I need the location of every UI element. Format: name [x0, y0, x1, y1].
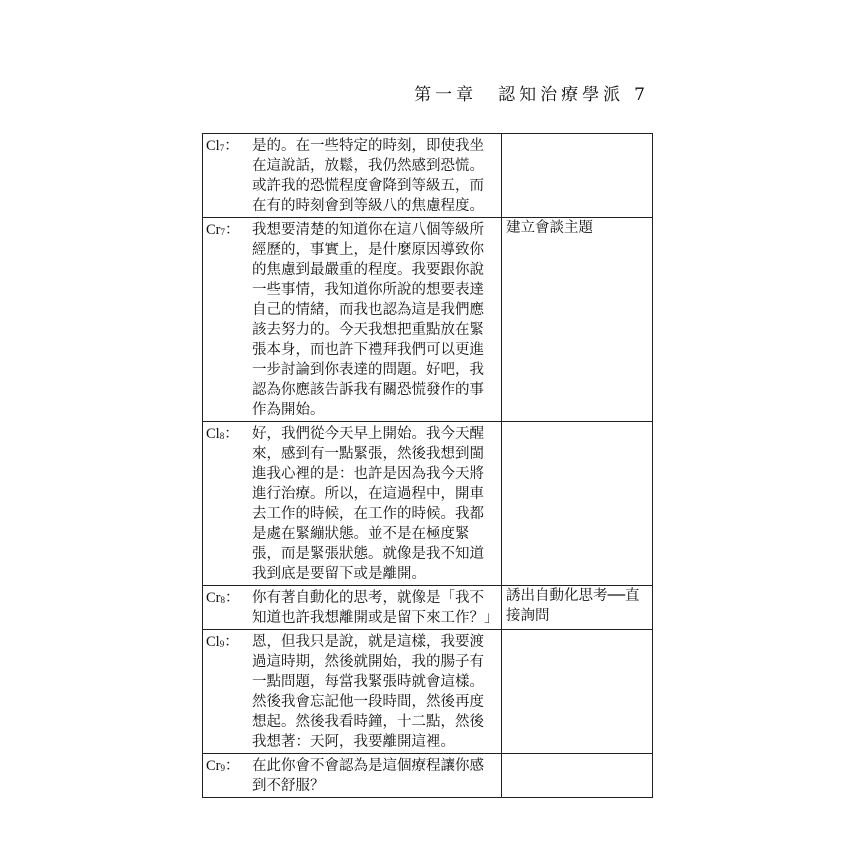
utterance-text: [252, 424, 498, 584]
speaker-label: $Cl_8$：: [206, 426, 239, 442]
dialogue-cell: [203, 218, 502, 422]
utterance-line: 好，我們從今天早上開始。我今天醒: [252, 426, 484, 442]
utterance-line: 作為開始。: [252, 402, 325, 418]
utterance-line: 恩，但我只是說，就是這樣，我要渡: [252, 634, 484, 650]
utterance-line: 過這時期，然後就開始，我的腸子有: [252, 654, 484, 670]
utterance-line: 該去努力的。今天我想把重點放在緊: [252, 322, 484, 338]
utterance-text: [252, 588, 498, 628]
utterance-text: [252, 632, 498, 752]
speaker-label: $Cr_7$：: [206, 222, 240, 238]
speaker-label: $Cr_8$：: [206, 590, 240, 606]
utterance-line: 是處在緊繃狀態。並不是在極度緊: [252, 526, 470, 542]
turn-number: 9: [219, 639, 225, 649]
utterance-line: 一點問題，每當我緊張時就會這樣。: [252, 674, 484, 690]
utterance-line: 進行治療。所以，在這過程中，開車: [252, 486, 484, 502]
utterance-line: 我想要清楚的知道你在這八個等級所: [252, 222, 484, 238]
turn-number: 9: [220, 763, 225, 773]
dialogue-cell: [203, 422, 502, 586]
speaker-code: Cl: [206, 634, 220, 650]
speaker-label: $Cr_9$：: [206, 758, 240, 774]
transcript-row: [203, 754, 653, 798]
utterance-text: [252, 136, 498, 216]
utterance-line: 在這說話，放鬆，我仍然感到恐慌。: [252, 158, 484, 174]
speaker-code: Cl: [206, 426, 220, 442]
turn-number: 7: [219, 143, 225, 153]
utterance-line: 進我心裡的是：也許是因為我今天將: [252, 466, 484, 482]
technique-note: [502, 134, 653, 218]
transcript-table: [202, 133, 653, 798]
utterance-line: 知道也許我想離開或是留下來工作？」: [252, 610, 499, 626]
technique-note: [502, 422, 653, 586]
utterance-line: 我到底是要留下或是離開。: [252, 566, 426, 582]
turn-number: 7: [220, 227, 225, 237]
speaker-code: Cr: [206, 590, 221, 606]
turn-number: 8: [220, 595, 225, 605]
dialogue-cell: [203, 754, 502, 798]
technique-note: [502, 630, 653, 754]
transcript-row: [203, 630, 653, 754]
utterance-line: 在有的時刻會到等級八的焦慮程度。: [252, 198, 484, 214]
utterance-line: 在此你會不會認為是這個療程讓你感: [252, 758, 484, 774]
transcript-row: [203, 586, 653, 630]
speaker-label: $Cl_7$：: [206, 138, 239, 154]
utterance-text: [252, 220, 498, 420]
speaker-code: Cr: [206, 222, 221, 238]
utterance-line: 想起。然後我看時鐘，十二點，然後: [252, 714, 484, 730]
transcript-row: [203, 422, 653, 586]
dialogue-cell: [203, 586, 502, 630]
speaker-label: $Cl_9$：: [206, 634, 239, 650]
transcript-row: [203, 218, 653, 422]
utterance-line: 或許我的恐慌程度會降到等級五，而: [252, 178, 484, 194]
utterance-line: 我想著：天阿，我要離開這裡。: [252, 734, 455, 750]
speaker-code: Cr: [206, 758, 221, 774]
technique-note: 誘出自動化思考──直接詢問: [502, 586, 653, 630]
page-header: [414, 80, 645, 105]
transcript-row: [203, 134, 653, 218]
utterance-text: [252, 756, 498, 796]
utterance-line: 經歷的，事實上，是什麼原因導致你: [252, 242, 484, 258]
speaker-code: Cl: [206, 138, 220, 154]
technique-note: [502, 754, 653, 798]
page-number: 7: [634, 85, 645, 105]
dialogue-cell: [203, 630, 502, 754]
turn-number: 8: [219, 431, 225, 441]
utterance-line: 張本身，而也許下禮拜我們可以更進: [252, 342, 484, 358]
utterance-line: 你有著自動化的思考，就像是「我不: [252, 590, 484, 606]
chapter-title: 第一章 認知治療學派: [414, 85, 625, 105]
technique-note: 建立會談主題: [502, 218, 653, 422]
utterance-line: 自己的情緒，而我也認為這是我們應: [252, 302, 484, 318]
utterance-line: 去工作的時候，在工作的時候。我都: [252, 506, 484, 522]
utterance-line: 然後我會忘記他一段時間，然後再度: [252, 694, 484, 710]
dialogue-cell: [203, 134, 502, 218]
utterance-line: 的焦慮到最嚴重的程度。我要跟你說: [252, 262, 484, 278]
utterance-line: 是的。在一些特定的時刻，即使我坐: [252, 138, 484, 154]
utterance-line: 認為你應該告訴我有關恐慌發作的事: [252, 382, 484, 398]
utterance-line: 來，感到有一點緊張，然後我想到閩: [252, 446, 484, 462]
utterance-line: 一些事情，我知道你所說的想要表達: [252, 282, 484, 298]
utterance-line: 到不舒服？: [252, 778, 325, 794]
utterance-line: 一步討論到你表達的問題。好吧，我: [252, 362, 484, 378]
utterance-line: 張，而是緊張狀態。就像是我不知道: [252, 546, 484, 562]
